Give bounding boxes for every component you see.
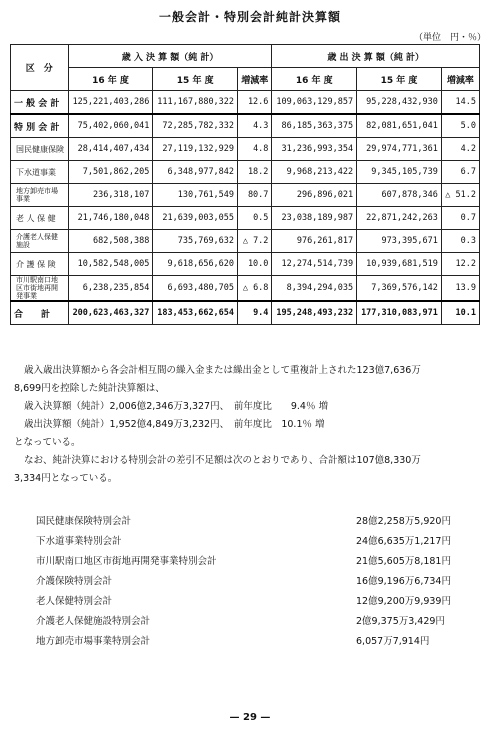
cell-r15: 27,119,132,929 bbox=[153, 138, 238, 161]
cell-r15: 72,285,782,332 bbox=[153, 114, 238, 138]
row-label: 一 般 会 計 bbox=[11, 91, 69, 115]
cell-r16: 200,623,463,327 bbox=[68, 301, 153, 325]
deficit-label: 地方卸売市場事業特別会計 bbox=[36, 636, 151, 647]
cell-e16: 976,261,817 bbox=[272, 230, 357, 253]
cell-e15: 607,878,346 bbox=[357, 184, 442, 207]
cell-e15: 82,081,651,041 bbox=[357, 114, 442, 138]
cell-e15: 177,310,083,971 bbox=[357, 301, 442, 325]
cell-rr: 0.5 bbox=[238, 207, 272, 230]
header-exp-y16: 16 年 度 bbox=[272, 68, 357, 91]
cell-e16: 12,274,514,739 bbox=[272, 253, 357, 276]
row-label: 老 人 保 健 bbox=[11, 207, 69, 230]
cell-r15: 21,639,003,055 bbox=[153, 207, 238, 230]
para-line: 歳出決算額（純計）1,952億4,849万3,232円、 前年度比 10.1％ 増 bbox=[24, 419, 325, 430]
para-line: 3,334円となっている。 bbox=[14, 473, 118, 484]
deficit-label: 市川駅南口地区市街地再開発事業特別会計 bbox=[36, 556, 217, 567]
list-item bbox=[36, 512, 456, 532]
deficit-label: 下水道事業特別会計 bbox=[36, 536, 122, 547]
cell-e15: 29,974,771,361 bbox=[357, 138, 442, 161]
table-row bbox=[11, 276, 480, 302]
cell-rr: △ 7.2 bbox=[238, 230, 272, 253]
row-label: 特 別 会 計 bbox=[11, 114, 69, 138]
list-item bbox=[36, 592, 456, 612]
cell-er: 10.1 bbox=[441, 301, 479, 325]
list-item bbox=[36, 552, 456, 572]
cell-er: 0.7 bbox=[441, 207, 479, 230]
page-title: 一般会計・特別会計純計決算額 bbox=[158, 10, 341, 24]
paragraph-1 bbox=[14, 362, 484, 488]
settlement-table bbox=[10, 44, 480, 325]
table-row-total bbox=[11, 301, 480, 325]
header-kubun: 区 分 bbox=[11, 45, 69, 91]
cell-er: 14.5 bbox=[441, 91, 479, 115]
table-row bbox=[11, 184, 480, 207]
table-row bbox=[11, 161, 480, 184]
row-label: 合 計 bbox=[11, 301, 69, 325]
cell-er: 0.3 bbox=[441, 230, 479, 253]
cell-er: 13.9 bbox=[441, 276, 479, 302]
list-item bbox=[36, 532, 456, 552]
cell-r15: 9,618,656,620 bbox=[153, 253, 238, 276]
cell-er: △ 51.2 bbox=[441, 184, 479, 207]
deficit-amount: 24億6,635万1,217円 bbox=[356, 536, 451, 547]
para-line: 歳入歳出決算額から各会計相互間の繰入金または繰出金として重複計上された123億7,636万 bbox=[24, 365, 421, 376]
deficit-amount: 12億9,200万9,939円 bbox=[356, 596, 451, 607]
row-label: 介 護 保 険 bbox=[11, 253, 69, 276]
deficit-label: 国民健康保険特別会計 bbox=[36, 516, 132, 527]
deficit-amount: 21億5,605万8,181円 bbox=[356, 556, 451, 567]
cell-r15: 130,761,549 bbox=[153, 184, 238, 207]
cell-er: 4.2 bbox=[441, 138, 479, 161]
cell-r16: 125,221,403,286 bbox=[68, 91, 153, 115]
table-row bbox=[11, 138, 480, 161]
cell-e15: 9,345,105,739 bbox=[357, 161, 442, 184]
cell-r15: 6,348,977,842 bbox=[153, 161, 238, 184]
cell-er: 12.2 bbox=[441, 253, 479, 276]
cell-r16: 21,746,180,048 bbox=[68, 207, 153, 230]
row-label: 介護老人保健施設 bbox=[11, 230, 69, 253]
deficit-list bbox=[36, 512, 456, 652]
page-number: — 29 — bbox=[229, 712, 271, 723]
cell-e16: 23,038,189,987 bbox=[272, 207, 357, 230]
cell-r15: 111,167,880,322 bbox=[153, 91, 238, 115]
cell-rr: 18.2 bbox=[238, 161, 272, 184]
row-label: 市川駅南口地区市街地再開発事業 bbox=[11, 276, 69, 302]
cell-r16: 75,402,060,041 bbox=[68, 114, 153, 138]
cell-e16: 296,896,021 bbox=[272, 184, 357, 207]
row-label: 国民健康保険 bbox=[11, 138, 69, 161]
table-row bbox=[11, 230, 480, 253]
cell-rr: 4.3 bbox=[238, 114, 272, 138]
cell-e16: 195,248,493,232 bbox=[272, 301, 357, 325]
cell-er: 6.7 bbox=[441, 161, 479, 184]
cell-e15: 95,228,432,930 bbox=[357, 91, 442, 115]
row-label: 地方卸売市場事業 bbox=[11, 184, 69, 207]
cell-e16: 9,968,213,422 bbox=[272, 161, 357, 184]
deficit-label: 介護保険特別会計 bbox=[36, 576, 113, 587]
header-rev-y15: 15 年 度 bbox=[153, 68, 238, 91]
deficit-amount: 16億9,196万6,734円 bbox=[356, 576, 451, 587]
deficit-label: 介護老人保健施設特別会計 bbox=[36, 616, 151, 627]
list-item bbox=[36, 612, 456, 632]
deficit-amount: 6,057万7,914円 bbox=[356, 636, 430, 647]
cell-e16: 31,236,993,354 bbox=[272, 138, 357, 161]
header-exp-y15: 15 年 度 bbox=[357, 68, 442, 91]
cell-r16: 10,582,548,005 bbox=[68, 253, 153, 276]
cell-e15: 973,395,671 bbox=[357, 230, 442, 253]
cell-e15: 10,939,681,519 bbox=[357, 253, 442, 276]
cell-e15: 7,369,576,142 bbox=[357, 276, 442, 302]
table-row bbox=[11, 114, 480, 138]
cell-r15: 183,453,662,654 bbox=[153, 301, 238, 325]
header-rev-y16: 16 年 度 bbox=[68, 68, 153, 91]
cell-e15: 22,871,242,263 bbox=[357, 207, 442, 230]
header-rev-rate: 増減率 bbox=[238, 68, 272, 91]
cell-r16: 6,238,235,854 bbox=[68, 276, 153, 302]
para-line: 歳入決算額（純計）2,006億2,346万3,327円、 前年度比 9.4％ 増 bbox=[24, 401, 328, 412]
cell-er: 5.0 bbox=[441, 114, 479, 138]
cell-rr: 4.8 bbox=[238, 138, 272, 161]
cell-e16: 109,063,129,857 bbox=[272, 91, 357, 115]
cell-rr: 10.0 bbox=[238, 253, 272, 276]
cell-r15: 6,693,480,705 bbox=[153, 276, 238, 302]
cell-r16: 28,414,407,434 bbox=[68, 138, 153, 161]
header-expense: 歳 出 決 算 額（純 計） bbox=[272, 45, 480, 68]
cell-rr: △ 6.8 bbox=[238, 276, 272, 302]
para-line: となっている。 bbox=[14, 437, 81, 448]
para-line: 8,699円を控除した純計決算額は、 bbox=[14, 383, 165, 394]
cell-r16: 236,318,107 bbox=[68, 184, 153, 207]
cell-r15: 735,769,632 bbox=[153, 230, 238, 253]
list-item bbox=[36, 632, 456, 652]
unit-label: （単位 円・％） bbox=[413, 33, 486, 43]
list-item bbox=[36, 572, 456, 592]
cell-rr: 12.6 bbox=[238, 91, 272, 115]
cell-rr: 80.7 bbox=[238, 184, 272, 207]
row-label: 下水道事業 bbox=[11, 161, 69, 184]
header-revenue: 歳 入 決 算 額（純 計） bbox=[68, 45, 272, 68]
table-row bbox=[11, 207, 480, 230]
cell-r16: 7,501,862,205 bbox=[68, 161, 153, 184]
header-exp-rate: 増減率 bbox=[441, 68, 479, 91]
table-row bbox=[11, 91, 480, 115]
table-row bbox=[11, 253, 480, 276]
cell-r16: 682,508,388 bbox=[68, 230, 153, 253]
deficit-label: 老人保健特別会計 bbox=[36, 596, 113, 607]
cell-rr: 9.4 bbox=[238, 301, 272, 325]
para-line: なお、純計決算における特別会計の差引不足額は次のとおりであり、合計額は107億8,330万 bbox=[24, 455, 421, 466]
deficit-amount: 2億9,375万3,429円 bbox=[356, 616, 445, 627]
cell-e16: 8,394,294,035 bbox=[272, 276, 357, 302]
cell-e16: 86,185,363,375 bbox=[272, 114, 357, 138]
deficit-amount: 28億2,258万5,920円 bbox=[356, 516, 451, 527]
